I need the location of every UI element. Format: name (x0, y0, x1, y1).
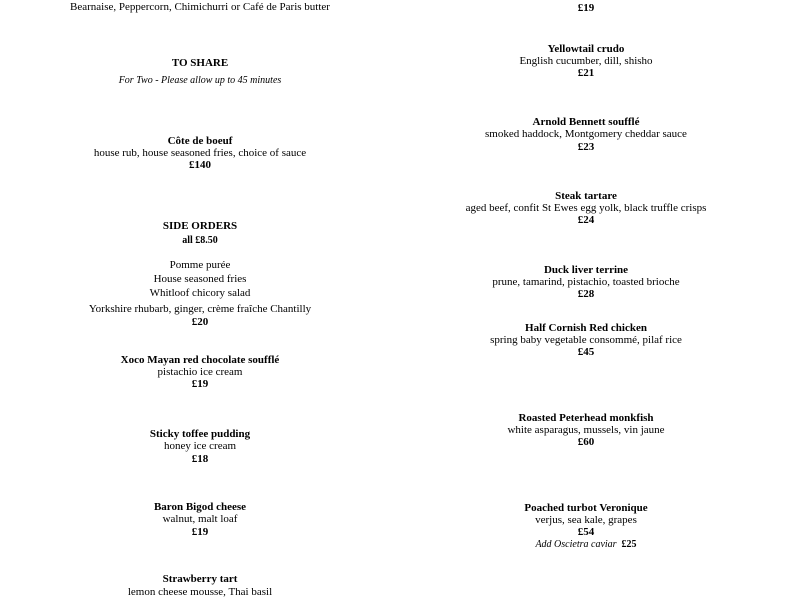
dish-description: English cucumber, dill, shisho (519, 55, 653, 67)
side-item: Pomme purée (169, 259, 231, 271)
dish-description: spring baby vegetable consommé, pilaf rice (490, 334, 682, 346)
dish-name: Duck liver terrine (543, 264, 629, 276)
dish-name: Strawberry tart (162, 573, 238, 585)
sauce-options: Bearnaise, Peppercorn, Chimichurri or Café de Paris butter (70, 1, 330, 13)
dish-name: Steak tartare (555, 190, 617, 202)
dish-price: £28 (577, 288, 595, 300)
caviar-label: Add Oscietra caviar (535, 539, 617, 550)
dish-price: £19 (191, 526, 209, 538)
dish-name: Côte de boeuf (167, 135, 233, 147)
dish-name: Roasted Peterhead monkfish (518, 412, 654, 424)
dish-description: white asparagus, mussels, vin jaune (507, 424, 665, 436)
side-orders-price: all £8.50 (182, 235, 218, 246)
dish-name: Sticky toffee pudding (149, 428, 251, 440)
dish-description: smoked haddock, Montgomery cheddar sauce (485, 128, 687, 140)
dish-price: £140 (189, 159, 211, 171)
to-share-note: For Two - Please allow up to 45 minutes (118, 75, 282, 86)
dish-price: £24 (577, 214, 595, 226)
caviar-addon (386, 538, 786, 552)
dish-description: pistachio ice cream (157, 366, 243, 378)
side-item: House seasoned fries (153, 273, 247, 285)
side-orders-heading: SIDE ORDERS (162, 220, 238, 232)
dish-description: aged beef, confit St Ewes egg yolk, black truffle crisps (465, 202, 707, 214)
dish-price: £19 (191, 378, 209, 390)
dish-name: Yellowtail crudo (547, 43, 625, 55)
dish-description: verjus, sea kale, grapes (535, 514, 637, 526)
to-share-heading: TO SHARE (171, 57, 229, 69)
dish-description: Yorkshire rhubarb, ginger, crème fraîche Chantilly (88, 303, 312, 315)
dish-name: Arnold Bennett soufflé (532, 116, 640, 128)
dish-name: Baron Bigod cheese (153, 501, 247, 513)
dish-price: £60 (577, 436, 595, 448)
dish-description: walnut, malt loaf (162, 513, 238, 525)
dish-price: £45 (577, 346, 595, 358)
dish-price: £20 (191, 316, 209, 328)
dish-description: house rub, house seasoned fries, choice of sauce (93, 147, 307, 159)
dish-name: Half Cornish Red chicken (525, 322, 647, 334)
dish-name: Poached turbot Veronique (524, 502, 648, 514)
dish-price: £19 (577, 2, 595, 14)
dish-price: £23 (577, 141, 595, 153)
caviar-price: £25 (621, 539, 637, 550)
dish-name: Xoco Mayan red chocolate soufflé (120, 354, 280, 366)
dish-price: £21 (577, 67, 595, 79)
dish-price: £18 (191, 453, 209, 465)
side-item: Whitloof chicory salad (149, 287, 251, 299)
dish-price: £54 (577, 526, 595, 538)
dish-description: lemon cheese mousse, Thai basil (127, 586, 273, 598)
dish-description: prune, tamarind, pistachio, toasted brioche (492, 276, 680, 288)
dish-description: honey ice cream (163, 440, 237, 452)
